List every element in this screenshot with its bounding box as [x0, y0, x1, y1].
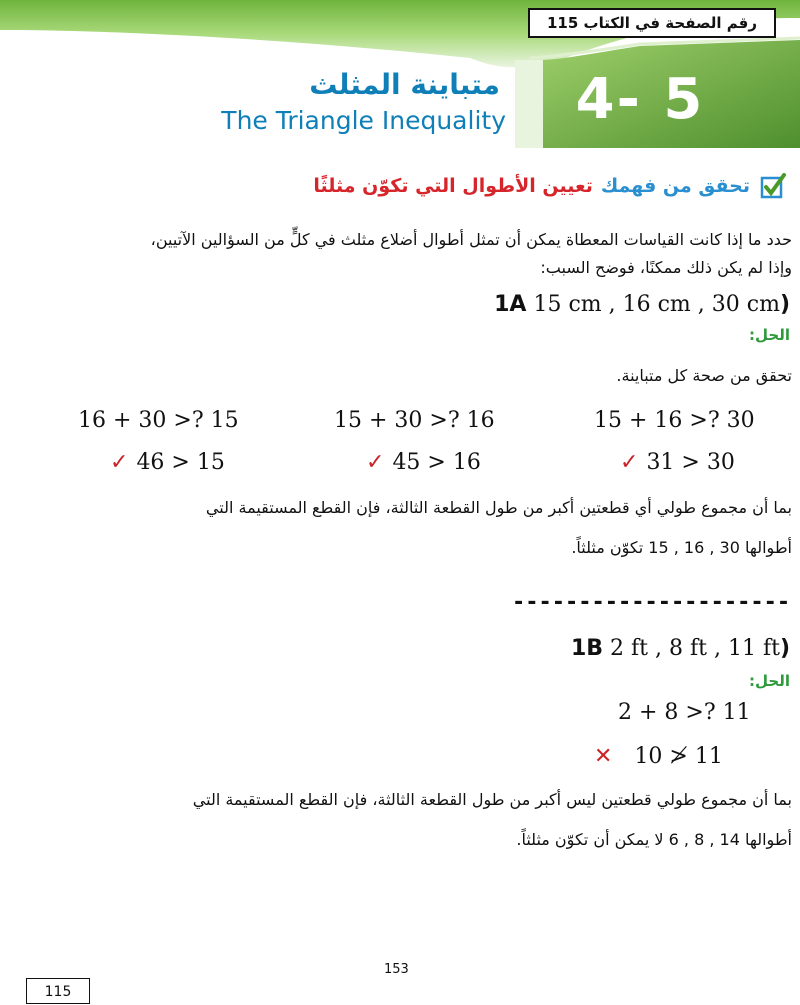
inequality-result-1-text: 31 > 30: [646, 450, 735, 475]
problem-1a-check-text: تحقق من صحة كل متباينة.: [616, 366, 792, 385]
problem-1a-solution-label: الحل:: [749, 326, 790, 344]
intro-line-2: وإذا لم يكن ذلك ممكنًا، فوضح السبب:: [540, 258, 792, 277]
problem-1b-conclusion-line-1: بما أن مجموع طولي قطعتين ليس أكبر من طول القطعة الثالثة، فإن القطع المستقيمة التي: [192, 790, 792, 809]
inequality-test-3: 16 + 30 >? 15: [78, 408, 239, 433]
check-mark-icon: ✓: [366, 450, 385, 475]
problem-1a-tag: (1A: [494, 292, 790, 317]
inequality-test-2: 15 + 30 >? 16: [334, 408, 495, 433]
check-heading-label: تحقق من فهمك: [600, 175, 750, 197]
inequality-result-3-text: 46 > 15: [136, 450, 225, 475]
problem-1a-heading: [488, 292, 790, 317]
check-understanding-heading: [313, 170, 786, 202]
inequality-test-1: 15 + 16 >? 30: [594, 408, 755, 433]
inequality-result-2: [366, 450, 481, 475]
inequality-result-1: [620, 450, 735, 475]
problem-1b-heading: [565, 636, 790, 661]
problem-1a-values: 15 cm , 16 cm , 30 cm: [533, 292, 780, 317]
check-mark-icon: ✓: [620, 450, 639, 475]
problem-1b-conclusion-line-2: أطوالها 14 , 8 , 6 لا يمكن أن تكوّن مثلثاً.: [516, 830, 792, 849]
book-page-box: 115: [26, 978, 90, 1004]
problem-1b-solution-label: الحل:: [749, 672, 790, 690]
lesson-title-arabic: متباينة المثلث: [309, 68, 500, 101]
lesson-title-english: The Triangle Inequality: [221, 106, 506, 135]
check-mark-icon: ✓: [110, 450, 129, 475]
lesson-banner: [0, 0, 800, 148]
lesson-number: 4- 5: [575, 67, 705, 132]
page-number: 153: [384, 962, 409, 977]
problem-1b-test: 2 + 8 >? 11: [618, 700, 751, 725]
inequality-result-2-text: 45 > 16: [392, 450, 481, 475]
problem-1a-conclusion-line-2: أطوالها 30 , 16 , 15 تكوّن مثلثاً.: [571, 538, 792, 557]
problem-1a-conclusion-line-1: بما أن مجموع طولي أي قطعتين أكبر من طول القطعة الثالثة، فإن القطع المستقيمة التي: [205, 498, 792, 517]
book-page-reference: رقم الصفحة في الكتاب 115: [528, 8, 776, 38]
check-heading-topic: تعيين الأطوال التي تكوّن مثلثًا: [313, 175, 593, 197]
cross-mark-icon: ✕: [594, 744, 613, 769]
problem-1b-result: [594, 744, 723, 769]
problem-1b-values: 2 ft , 8 ft , 11 ft: [610, 636, 780, 661]
section-separator: ---------------------: [512, 590, 791, 615]
intro-line-1: حدد ما إذا كانت القياسات المعطاة يمكن أن تمثل أطوال أضلاع مثلث في كلٍّ من السؤالين الآتيين،: [150, 230, 792, 249]
inequality-result-3: [110, 450, 225, 475]
problem-1b-tag: (1B: [570, 636, 790, 661]
checkbox-check-icon: [760, 173, 786, 199]
problem-1b-result-text: 10 ≯ 11: [634, 744, 723, 769]
